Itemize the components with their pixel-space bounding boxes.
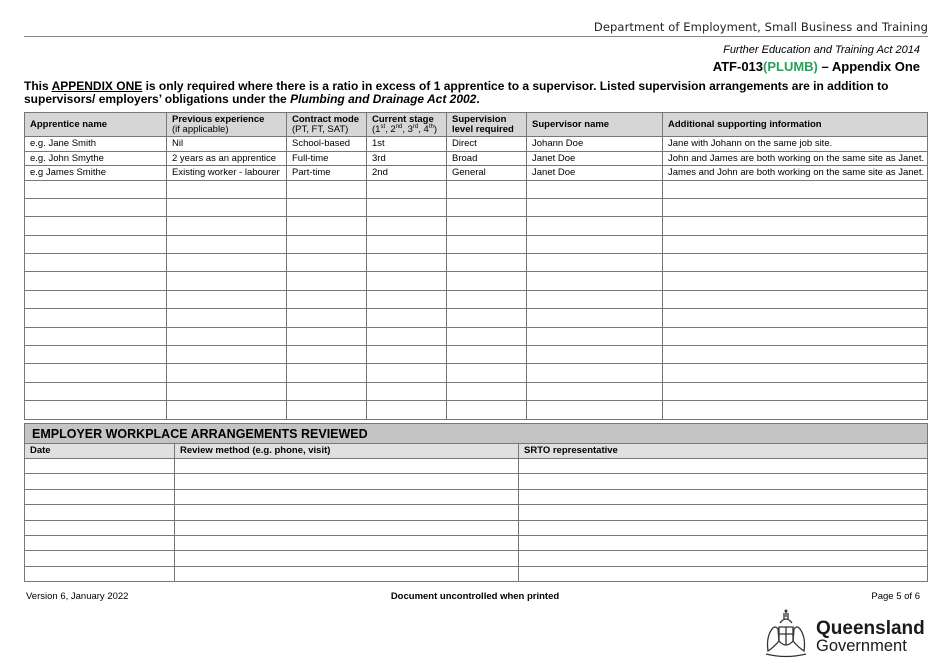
cell-previous-experience[interactable] xyxy=(167,180,287,198)
cell-contract-mode[interactable]: Full-time xyxy=(287,151,367,166)
workplace-review-table xyxy=(24,423,928,582)
cell-apprentice-name[interactable] xyxy=(25,198,167,216)
form-suffix: – Appendix One xyxy=(817,59,920,74)
cell-supervision-level[interactable] xyxy=(447,382,527,400)
cell-srto-representative[interactable] xyxy=(519,489,928,504)
cell-review-method[interactable] xyxy=(175,535,519,550)
cell-supervisor-name[interactable]: Janet Doe xyxy=(527,166,663,181)
cell-contract-mode[interactable]: Part-time xyxy=(287,166,367,181)
cell-contract-mode[interactable] xyxy=(287,235,367,253)
cell-supervisor-name[interactable] xyxy=(527,272,663,290)
table-row xyxy=(25,459,928,474)
cell-supervisor-name[interactable] xyxy=(527,364,663,382)
cell-additional-info[interactable] xyxy=(663,401,928,419)
cell-review-method[interactable] xyxy=(175,566,519,581)
blank-review-rows xyxy=(25,459,928,582)
cell-supervisor-name[interactable] xyxy=(527,382,663,400)
cell-date[interactable] xyxy=(25,459,175,474)
cell-additional-info[interactable]: John and James are both working on the same site as Janet. xyxy=(663,151,928,166)
cell-contract-mode[interactable] xyxy=(287,327,367,345)
cell-date[interactable] xyxy=(25,474,175,489)
cell-additional-info[interactable] xyxy=(663,217,928,235)
header-review-method: Review method (e.g. phone, visit) xyxy=(175,444,519,459)
cell-additional-info[interactable] xyxy=(663,327,928,345)
cell-supervisor-name[interactable] xyxy=(527,346,663,364)
cell-apprentice-name[interactable] xyxy=(25,217,167,235)
cell-apprentice-name[interactable] xyxy=(25,327,167,345)
cell-previous-experience[interactable] xyxy=(167,272,287,290)
review-section-title: EMPLOYER WORKPLACE ARRANGEMENTS REVIEWED xyxy=(25,424,928,444)
cell-contract-mode[interactable] xyxy=(287,254,367,272)
table-row xyxy=(25,566,928,581)
cell-previous-experience[interactable] xyxy=(167,235,287,253)
act-name: Plumbing and Drainage Act 2002 xyxy=(290,92,477,106)
cell-date[interactable] xyxy=(25,551,175,566)
cell-previous-experience[interactable] xyxy=(167,346,287,364)
stage-options: (1st, 2nd, 3rd, 4th) xyxy=(372,123,438,135)
cell-srto-representative[interactable] xyxy=(519,566,928,581)
table-row xyxy=(25,254,928,272)
cell-supervision-level[interactable] xyxy=(447,401,527,419)
cell-previous-experience[interactable] xyxy=(167,290,287,308)
cell-current-stage[interactable] xyxy=(367,290,447,308)
cell-contract-mode[interactable] xyxy=(287,364,367,382)
cell-current-stage[interactable]: 3rd xyxy=(367,151,447,166)
cell-additional-info[interactable] xyxy=(663,254,928,272)
cell-current-stage[interactable] xyxy=(367,364,447,382)
cell-previous-experience[interactable] xyxy=(167,327,287,345)
table-row xyxy=(25,489,928,504)
table-row xyxy=(25,401,928,419)
cell-review-method[interactable] xyxy=(175,520,519,535)
cell-previous-experience[interactable]: Nil xyxy=(167,137,287,152)
cell-supervision-level[interactable] xyxy=(447,364,527,382)
table-row xyxy=(25,364,928,382)
cell-additional-info[interactable] xyxy=(663,272,928,290)
cell-apprentice-name[interactable]: e.g. John Smythe xyxy=(25,151,167,166)
cell-supervisor-name[interactable] xyxy=(527,309,663,327)
review-column-header-row xyxy=(25,444,928,459)
cell-current-stage[interactable] xyxy=(367,198,447,216)
cell-supervision-level[interactable] xyxy=(447,309,527,327)
cell-current-stage[interactable] xyxy=(367,235,447,253)
cell-supervision-level[interactable]: General xyxy=(447,166,527,181)
header-additional-info: Additional supporting information xyxy=(663,113,928,137)
cell-supervision-level[interactable] xyxy=(447,290,527,308)
version-text: Version 6, January 2022 xyxy=(26,591,129,602)
cell-supervisor-name[interactable] xyxy=(527,254,663,272)
cell-contract-mode[interactable] xyxy=(287,382,367,400)
cell-current-stage[interactable]: 2nd xyxy=(367,166,447,181)
table-row xyxy=(25,137,928,152)
table-row xyxy=(25,382,928,400)
table-row xyxy=(25,151,928,166)
form-variant: (PLUMB) xyxy=(763,59,818,74)
cell-current-stage[interactable] xyxy=(367,217,447,235)
cell-contract-mode[interactable] xyxy=(287,198,367,216)
cell-contract-mode[interactable] xyxy=(287,309,367,327)
cell-current-stage[interactable] xyxy=(367,180,447,198)
cell-current-stage[interactable] xyxy=(367,401,447,419)
table-row xyxy=(25,346,928,364)
cell-date[interactable] xyxy=(25,505,175,520)
header-supervision-level: Supervision level required xyxy=(447,113,527,137)
header-srto-representative: SRTO representative xyxy=(519,444,928,459)
cell-contract-mode[interactable] xyxy=(287,272,367,290)
cell-contract-mode[interactable] xyxy=(287,217,367,235)
cell-srto-representative[interactable] xyxy=(519,505,928,520)
cell-apprentice-name[interactable]: e.g James Smithe xyxy=(25,166,167,181)
cell-supervision-level[interactable]: Direct xyxy=(447,137,527,152)
cell-apprentice-name[interactable]: e.g. Jane Smith xyxy=(25,137,167,152)
table-row xyxy=(25,166,928,181)
cell-supervisor-name[interactable] xyxy=(527,180,663,198)
form-prefix: ATF-013 xyxy=(712,59,764,74)
header-divider xyxy=(24,36,928,37)
appendix-label: APPENDIX ONE xyxy=(51,79,143,93)
form-code xyxy=(713,59,920,74)
table-row xyxy=(25,535,928,550)
cell-apprentice-name[interactable] xyxy=(25,180,167,198)
cell-srto-representative[interactable] xyxy=(519,520,928,535)
cell-review-method[interactable] xyxy=(175,489,519,504)
cell-supervisor-name[interactable] xyxy=(527,290,663,308)
department-name: Department of Employment, Small Business and Training xyxy=(593,20,928,34)
cell-contract-mode[interactable] xyxy=(287,180,367,198)
apprentice-table xyxy=(24,112,928,420)
cell-previous-experience[interactable] xyxy=(167,364,287,382)
table-row xyxy=(25,474,928,489)
header-supervisor-name: Supervisor name xyxy=(527,113,663,137)
cell-previous-experience[interactable] xyxy=(167,309,287,327)
queensland-coat-of-arms-icon xyxy=(760,607,812,659)
table-row xyxy=(25,217,928,235)
cell-supervision-level[interactable] xyxy=(447,327,527,345)
table-row xyxy=(25,309,928,327)
review-section-header xyxy=(25,424,928,444)
cell-date[interactable] xyxy=(25,520,175,535)
cell-date[interactable] xyxy=(25,489,175,504)
table-row xyxy=(25,235,928,253)
cell-additional-info[interactable] xyxy=(663,290,928,308)
cell-current-stage[interactable] xyxy=(367,272,447,290)
cell-apprentice-name[interactable] xyxy=(25,364,167,382)
table-row xyxy=(25,505,928,520)
cell-date[interactable] xyxy=(25,566,175,581)
header-date: Date xyxy=(25,444,175,459)
cell-supervision-level[interactable] xyxy=(447,217,527,235)
cell-srto-representative[interactable] xyxy=(519,459,928,474)
act-reference: Further Education and Training Act 2014 xyxy=(723,44,920,56)
header-current-stage: Current stage (1st, 2nd, 3rd, 4th) xyxy=(367,113,447,137)
cell-apprentice-name[interactable] xyxy=(25,290,167,308)
cell-apprentice-name[interactable] xyxy=(25,401,167,419)
cell-previous-experience[interactable] xyxy=(167,254,287,272)
government-wordmark: Government xyxy=(816,637,907,655)
header-apprentice-name: Apprentice name xyxy=(25,113,167,137)
cell-current-stage[interactable]: 1st xyxy=(367,137,447,152)
cell-apprentice-name[interactable] xyxy=(25,272,167,290)
cell-previous-experience[interactable] xyxy=(167,382,287,400)
intro-text: This APPENDIX ONE is only required where there is a ratio in excess of 1 apprentice to a supervisor. Listed supervision arrangements are in addition to supervisors/ employers’ obligations under the Plumbing and Drainage Act 2002. xyxy=(24,79,889,106)
cell-srto-representative[interactable] xyxy=(519,551,928,566)
cell-current-stage[interactable] xyxy=(367,382,447,400)
cell-additional-info[interactable] xyxy=(663,346,928,364)
cell-supervision-level[interactable] xyxy=(447,272,527,290)
cell-supervisor-name[interactable] xyxy=(527,235,663,253)
cell-srto-representative[interactable] xyxy=(519,474,928,489)
cell-supervision-level[interactable] xyxy=(447,346,527,364)
queensland-wordmark: Queensland xyxy=(816,618,925,639)
table-row xyxy=(25,290,928,308)
cell-contract-mode[interactable] xyxy=(287,401,367,419)
table-row xyxy=(25,551,928,566)
header-previous-experience: Previous experience (if applicable) xyxy=(167,113,287,137)
cell-supervision-level[interactable] xyxy=(447,180,527,198)
header-contract-mode: Contract mode (PT, FT, SAT) xyxy=(287,113,367,137)
cell-additional-info[interactable] xyxy=(663,198,928,216)
cell-previous-experience[interactable] xyxy=(167,401,287,419)
table-row xyxy=(25,272,928,290)
cell-review-method[interactable] xyxy=(175,474,519,489)
cell-additional-info[interactable] xyxy=(663,382,928,400)
cell-previous-experience[interactable] xyxy=(167,198,287,216)
uncontrolled-notice: Document uncontrolled when printed xyxy=(390,591,560,602)
page-number: Page 5 of 6 xyxy=(871,591,920,602)
apprentice-header-row xyxy=(25,113,928,137)
cell-contract-mode[interactable] xyxy=(287,290,367,308)
blank-apprentice-rows xyxy=(25,180,928,419)
cell-additional-info[interactable]: Jane with Johann on the same job site. xyxy=(663,137,928,152)
cell-additional-info[interactable] xyxy=(663,364,928,382)
cell-date[interactable] xyxy=(25,535,175,550)
cell-apprentice-name[interactable] xyxy=(25,309,167,327)
cell-apprentice-name[interactable] xyxy=(25,235,167,253)
cell-current-stage[interactable] xyxy=(367,327,447,345)
cell-supervision-level[interactable]: Broad xyxy=(447,151,527,166)
table-row xyxy=(25,198,928,216)
cell-supervisor-name[interactable] xyxy=(527,327,663,345)
cell-previous-experience[interactable] xyxy=(167,217,287,235)
cell-srto-representative[interactable] xyxy=(519,535,928,550)
cell-current-stage[interactable] xyxy=(367,254,447,272)
cell-supervisor-name[interactable] xyxy=(527,217,663,235)
cell-supervision-level[interactable] xyxy=(447,198,527,216)
cell-contract-mode[interactable]: School-based xyxy=(287,137,367,152)
cell-current-stage[interactable] xyxy=(367,346,447,364)
cell-apprentice-name[interactable] xyxy=(25,346,167,364)
cell-supervisor-name[interactable] xyxy=(527,198,663,216)
table-row xyxy=(25,520,928,535)
cell-additional-info[interactable]: James and John are both working on the same site as Janet. xyxy=(663,166,928,181)
cell-review-method[interactable] xyxy=(175,551,519,566)
cell-additional-info[interactable] xyxy=(663,309,928,327)
table-row xyxy=(25,327,928,345)
cell-apprentice-name[interactable] xyxy=(25,254,167,272)
cell-supervision-level[interactable] xyxy=(447,254,527,272)
cell-contract-mode[interactable] xyxy=(287,346,367,364)
cell-review-method[interactable] xyxy=(175,505,519,520)
cell-supervision-level[interactable] xyxy=(447,235,527,253)
cell-additional-info[interactable] xyxy=(663,235,928,253)
cell-previous-experience[interactable]: Existing worker - labourer xyxy=(167,166,287,181)
cell-supervisor-name[interactable]: Johann Doe xyxy=(527,137,663,152)
cell-additional-info[interactable] xyxy=(663,180,928,198)
cell-supervisor-name[interactable]: Janet Doe xyxy=(527,151,663,166)
cell-current-stage[interactable] xyxy=(367,309,447,327)
cell-apprentice-name[interactable] xyxy=(25,382,167,400)
cell-supervisor-name[interactable] xyxy=(527,401,663,419)
cell-previous-experience[interactable]: 2 years as an apprentice xyxy=(167,151,287,166)
cell-review-method[interactable] xyxy=(175,459,519,474)
table-row xyxy=(25,180,928,198)
